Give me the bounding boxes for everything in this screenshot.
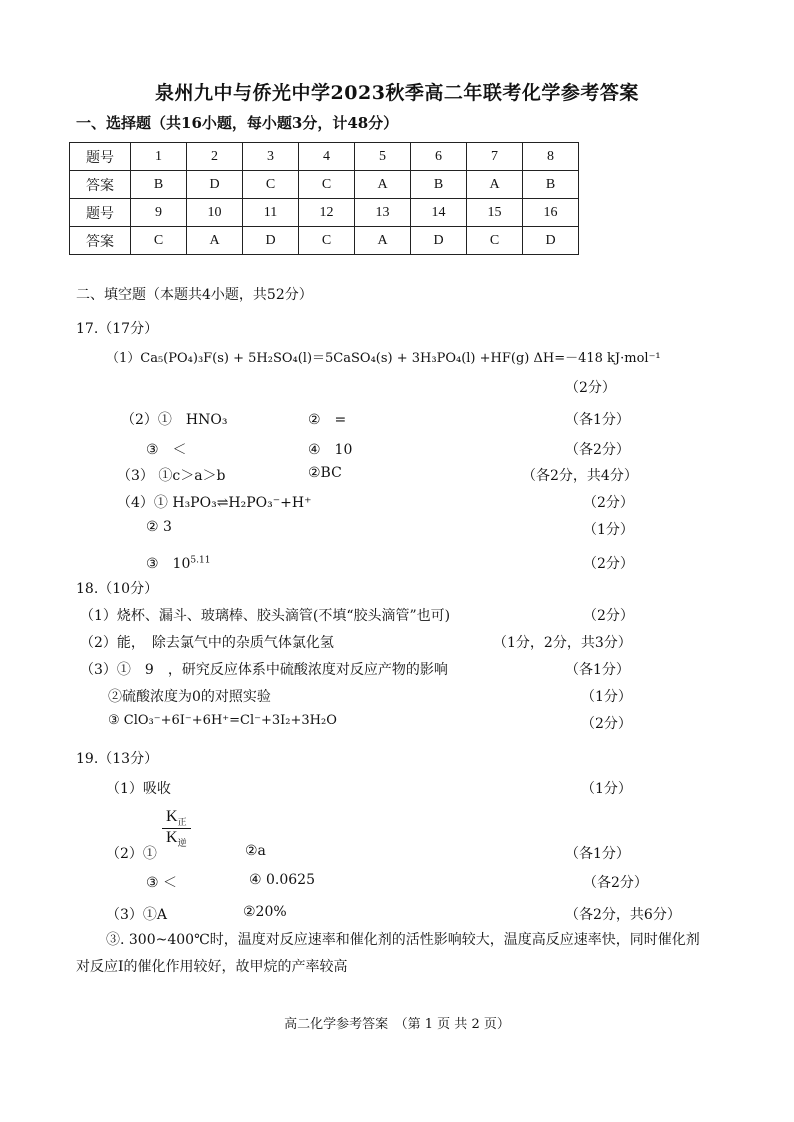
q19-p3-score: （各2分，共6分） xyxy=(565,907,681,923)
table-cell: C xyxy=(299,171,355,199)
q18-p3c-score: （2分） xyxy=(581,716,632,732)
table-cell: 13 xyxy=(355,199,411,227)
q19-p1-score: （1分） xyxy=(581,781,632,797)
table-cell: 答案 xyxy=(70,171,131,199)
table-cell: 3 xyxy=(243,143,299,171)
table-cell: 题号 xyxy=(70,143,131,171)
section1-heading: 一、选择题（共16小题，每小题3分，计48分） xyxy=(76,114,399,132)
table-cell: 答案 xyxy=(70,227,131,255)
table-row xyxy=(70,199,579,227)
page-footer: 高二化学参考答案 （第 1 页 共 2 页） xyxy=(284,1017,510,1032)
table-cell: 8 xyxy=(523,143,579,171)
table-cell: 16 xyxy=(523,199,579,227)
q17-p2-score: （各1分） xyxy=(565,412,630,428)
q17-p2-item4: ④ 10 xyxy=(308,442,353,458)
q19-p3c-line2: 对反应Ⅰ的催化作用较好，故甲烷的产率较高 xyxy=(76,959,348,975)
table-cell: 9 xyxy=(131,199,187,227)
table-cell: C xyxy=(243,171,299,199)
q17-p1-equation: （1）Ca₅(PO₄)₃F(s) + 5H₂SO₄(l)＝5CaSO₄(s) + 3H₃PO₄(l) +HF(g) ΔH=－418 kJ·mol⁻¹ xyxy=(106,351,661,366)
q18-p3: （3）① 9 ，研究反应体系中硫酸浓度对反应产物的影响 xyxy=(80,662,448,678)
q17-p1-score: （2分） xyxy=(565,380,616,396)
q17-p3-score: （各2分，共4分） xyxy=(522,468,638,484)
table-row xyxy=(70,227,579,255)
table-row xyxy=(70,143,579,171)
q19-p2-item3: ③ ＜ xyxy=(146,875,178,891)
table-cell: B xyxy=(131,171,187,199)
table-cell: 12 xyxy=(299,199,355,227)
q18-p1-score: （2分） xyxy=(583,608,634,624)
section2-heading: 二、填空题（本题共4小题，共52分） xyxy=(76,287,313,303)
table-cell: 5 xyxy=(355,143,411,171)
q17-label: 17.（17分） xyxy=(76,321,159,337)
table-cell: D xyxy=(187,171,243,199)
q19-p3-item2: ②20% xyxy=(243,904,287,920)
table-cell: D xyxy=(411,227,467,255)
table-cell: 15 xyxy=(467,199,523,227)
q17-p3-item1: （3） ①c＞a＞b xyxy=(117,468,226,484)
table-cell: A xyxy=(355,227,411,255)
q19-p2-item4: ④ 0.0625 xyxy=(249,872,315,888)
table-cell: A xyxy=(187,227,243,255)
table-cell: 10 xyxy=(187,199,243,227)
q17-p4-score3: （2分） xyxy=(583,556,634,572)
table-row xyxy=(70,171,579,199)
q17-p2-item1: （2）① HNO₃ xyxy=(121,412,228,428)
q18-p3-score: （各1分） xyxy=(565,662,630,678)
answer-table xyxy=(69,142,579,255)
page-title: 泉州九中与侨光中学2023秋季高二年联考化学参考答案 xyxy=(155,82,639,104)
table-cell: D xyxy=(523,227,579,255)
q17-p2-item3: ③ ＜ xyxy=(146,442,187,458)
q19-label: 19.（13分） xyxy=(76,751,159,767)
q17-p2-item2: ② = xyxy=(308,412,347,428)
table-cell: 2 xyxy=(187,143,243,171)
q19-p2b-score: （各2分） xyxy=(583,875,648,891)
table-cell: A xyxy=(467,171,523,199)
table-cell: 7 xyxy=(467,143,523,171)
q17-p4-score1: （2分） xyxy=(583,495,634,511)
q18-p3b: ②硫酸浓度为0的对照实验 xyxy=(108,689,271,705)
q19-p3c-line1: ③. 300~400℃时，温度对反应速率和催化剂的活性影响较大，温度高反应速率快，同时催化剂 xyxy=(106,932,700,948)
table-cell: 1 xyxy=(131,143,187,171)
q19-p2-item2: ②a xyxy=(245,843,266,859)
q17-p4-score2: （1分） xyxy=(583,522,634,538)
q17-p3-item2: ②BC xyxy=(308,465,342,481)
table-cell: 14 xyxy=(411,199,467,227)
table-cell: C xyxy=(131,227,187,255)
q17-p2b-score: （各2分） xyxy=(565,442,630,458)
table-cell: B xyxy=(523,171,579,199)
q17-p4-item2: ② 3 xyxy=(146,519,172,535)
q18-p3b-score: （1分） xyxy=(581,689,632,705)
q18-p2: （2）能， 除去氯气中的杂质气体氯化氢 xyxy=(80,635,334,651)
k-ratio-fraction: $K_正$ $K_逆$ xyxy=(162,808,191,849)
q17-p4-item1: （4）① H₃PO₃⇌H₂PO₃⁻+H⁺ xyxy=(117,495,312,511)
table-cell: 6 xyxy=(411,143,467,171)
table-cell: C xyxy=(467,227,523,255)
table-cell: 11 xyxy=(243,199,299,227)
q17-p4-item3: ③ $10^{5.11}$ xyxy=(146,555,211,572)
table-cell: A xyxy=(355,171,411,199)
q18-p3c: ③ ClO₃⁻+6I⁻+6H⁺=Cl⁻+3I₂+3H₂O xyxy=(108,713,337,728)
table-cell: D xyxy=(243,227,299,255)
table-cell: B xyxy=(411,171,467,199)
q19-p3-item1: （3）①A xyxy=(106,907,168,923)
table-cell: C xyxy=(299,227,355,255)
q19-p2-score: （各1分） xyxy=(565,846,630,862)
table-cell: 4 xyxy=(299,143,355,171)
q18-p1: （1）烧杯、漏斗、玻璃棒、胶头滴管(不填“胶头滴管”也可) xyxy=(80,608,451,624)
q19-p1: （1）吸收 xyxy=(106,781,171,797)
q18-p2-score: （1分，2分，共3分） xyxy=(493,635,632,651)
table-cell: 题号 xyxy=(70,199,131,227)
q18-label: 18.（10分） xyxy=(76,581,159,597)
q19-p2-prefix: （2）① xyxy=(106,846,157,862)
